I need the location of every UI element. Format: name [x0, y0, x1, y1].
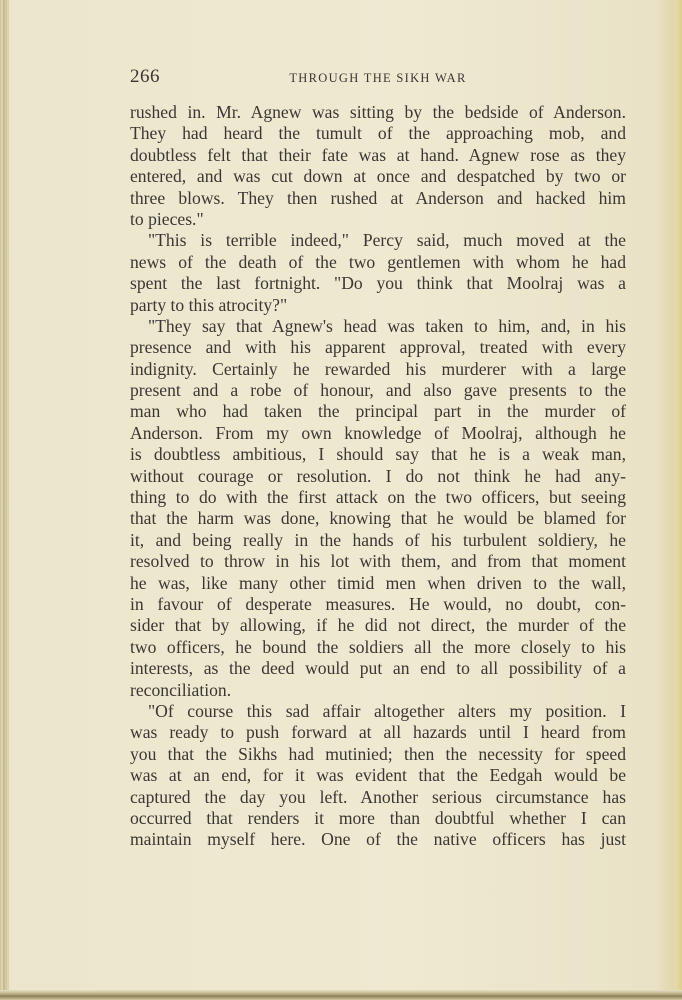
text-line: you that the Sikhs had mutinied; then the necessity for speed — [130, 743, 626, 764]
text-line: captured the day you left. Another serious circumstance has — [130, 786, 626, 807]
text-line: presence and with his apparent approval, treated with every — [130, 337, 626, 358]
text-line: thing to do with the first attack on the two officers, but seeing — [130, 487, 626, 508]
text-line: two officers, he bound the soldiers all the more closely to his — [130, 636, 626, 657]
text-line: he was, like many other timid men when driven to the wall, — [130, 572, 626, 593]
text-line: entered, and was cut down at once and despatched by two or — [130, 166, 626, 187]
text-line: "This is terrible indeed," Percy said, much moved at the — [148, 230, 626, 251]
book-spine-edge — [0, 0, 9, 1000]
text-line: news of the death of the two gentlemen with whom he had — [130, 251, 626, 272]
text-line: resolved to throw in his lot with them, and from that moment — [130, 551, 626, 572]
text-line: They had heard the tumult of the approaching mob, and — [130, 123, 626, 144]
page-number: 266 — [130, 66, 160, 87]
text-line: reconciliation. — [130, 679, 232, 700]
text-line: doubtless felt that their fate was at hand. Agnew rose as they — [130, 144, 626, 165]
text-line: sider that by allowing, if he did not direct, the murder of the — [130, 615, 626, 636]
text-line: present and a robe of honour, and also gave presents to the — [130, 380, 626, 401]
text-line: it, and being really in the hands of his turbulent soldiery, he — [130, 529, 626, 550]
text-line: maintain myself here. One of the native officers has just — [130, 829, 626, 850]
text-line: "They say that Agnew's head was taken to him, and, in his — [148, 315, 626, 336]
text-line: to pieces." — [130, 208, 204, 229]
text-line: man who had taken the principal part in the murder of — [130, 401, 626, 422]
text-line: Anderson. From my own knowledge of Moolraj, although he — [130, 422, 626, 443]
text-line: that the harm was done, knowing that he would be blamed for — [130, 508, 626, 529]
text-line: was ready to push forward at all hazards until I heard from — [130, 722, 626, 743]
body-text — [130, 102, 626, 851]
running-head: THROUGH THE SIKH WAR — [289, 71, 467, 85]
text-line: rushed in. Mr. Agnew was sitting by the bedside of Anderson. — [130, 102, 626, 122]
text-line: spent the last fortnight. "Do you think that Moolraj was a — [130, 273, 626, 294]
text-line: without courage or resolution. I do not think he had any- — [130, 465, 626, 486]
text-line: was at an end, for it was evident that the Eedgah would be — [130, 765, 626, 786]
text-line: party to this atrocity?" — [130, 294, 288, 315]
text-line: occurred that renders it more than doubtful whether I can — [130, 807, 626, 828]
text-line: interests, as the deed would put an end to all possibility of a — [130, 658, 626, 679]
text-line: three blows. They then rushed at Anderson and hacked him — [130, 187, 626, 208]
text-line: is doubtless ambitious, I should say that he is a weak man, — [130, 444, 626, 465]
page-header — [130, 66, 626, 90]
page-bottom-edge — [0, 990, 682, 1000]
page-right-edge — [674, 0, 682, 1000]
text-line: in favour of desperate measures. He would, no doubt, con- — [130, 593, 626, 614]
text-line: indignity. Certainly he rewarded his murderer with a large — [130, 358, 626, 379]
text-line: "Of course this sad affair altogether alters my position. I — [148, 700, 626, 721]
